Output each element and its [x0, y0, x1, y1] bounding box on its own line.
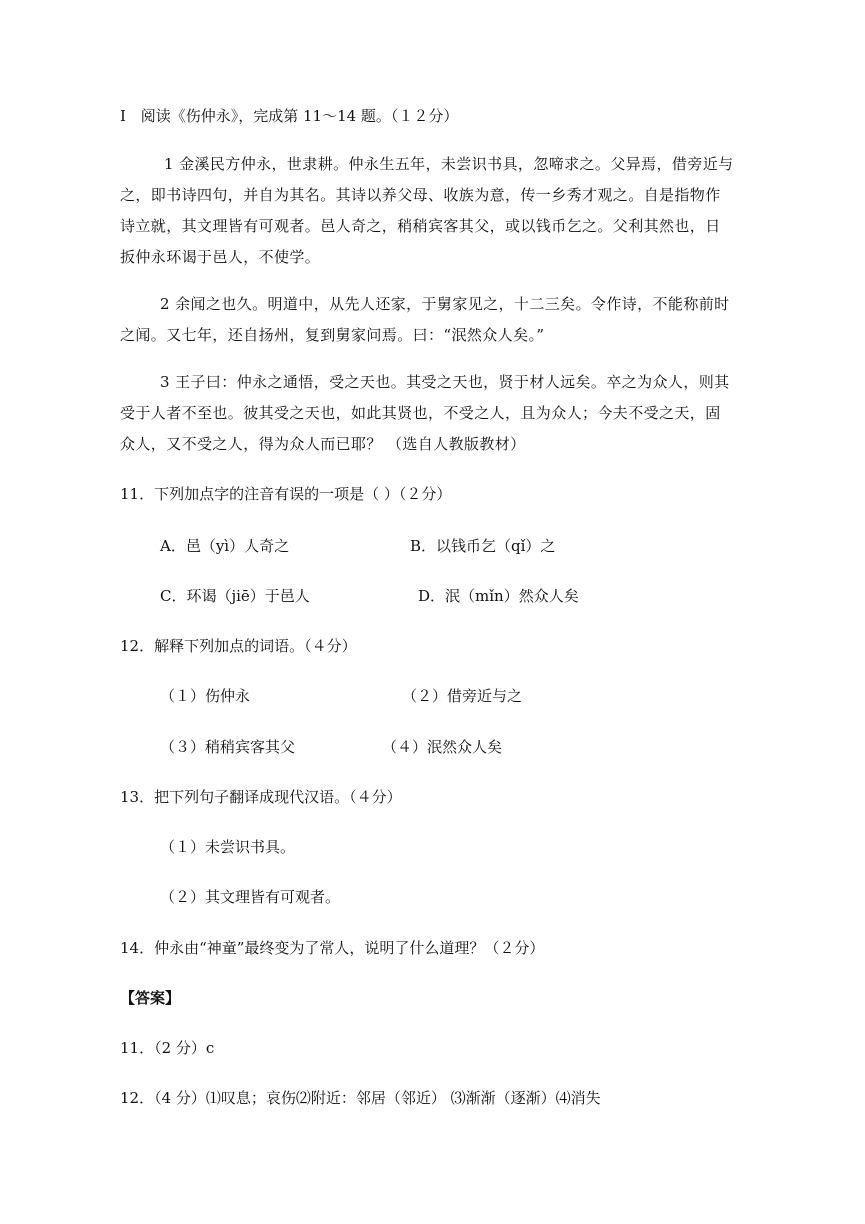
- question-14-stem: 14．仲永由“神童”最终变为了常人，说明了什么道理？（２分）: [120, 939, 545, 957]
- passage-line: 之，即书诗四句，并自为其名。其诗以养父母、收族为意，传一乡秀才观之。自是指物作: [120, 186, 721, 204]
- answer-11: 11．（2 分）c: [120, 1039, 215, 1057]
- passage-line: 受于人者不至也。彼其受之天也，如此其贤也，不受之人，且为众人；今夫不受之天，固: [120, 404, 721, 422]
- q12-item-1: （１）伤仲永: [160, 687, 251, 705]
- passage-line: 诗立就，其文理皆有可观者。邑人奇之，稍稍宾客其父，或以钱币乞之。父利其然也，日: [120, 217, 721, 235]
- passage-line: 1 金溪民方仲永，世隶耕。仲永生五年，未尝识书具，忽啼求之。父异焉，借旁近与: [164, 155, 734, 173]
- option-b: B．以钱币乞（qǐ）之: [410, 537, 556, 555]
- q13-item-1: （１）未尝识书具。: [160, 838, 296, 856]
- q12-item-4: （４）泯然众人矣: [382, 738, 503, 756]
- q13-item-2: （２）其文理皆有可观者。: [160, 888, 341, 906]
- option-d: D．泯（mǐn）然众人矣: [418, 587, 579, 605]
- passage-line: 扳仲永环谒于邑人，不使学。: [120, 248, 321, 266]
- q12-item-2: （２）借旁近与之: [402, 687, 523, 705]
- passage-line: 3 王子曰：仲永之通悟，受之天也。其受之天也，贤于材人远矣。卒之为众人，则其: [160, 373, 730, 391]
- passage-line: 之闻。又七年，还自扬州，复到舅家问焉。曰：“泯然众人矣。”: [120, 326, 545, 344]
- passage-line: 众人，又不受之人，得为众人而已耶？ （选自人教版教材）: [120, 435, 526, 453]
- answer-label: 【答案】: [120, 989, 181, 1007]
- passage-line: 2 余闻之也久。明道中，从先人还家，于舅家见之，十二三矣。令作诗，不能称前时: [160, 295, 730, 313]
- q12-item-3: （３）稍稍宾客其父: [160, 738, 296, 756]
- answer-12: 12．（4 分）⑴叹息；哀伤⑵附近：邻居（邻近） ⑶渐渐（逐渐）⑷消失: [120, 1089, 601, 1107]
- section-heading: [120, 106, 458, 126]
- question-11-stem: 11．下列加点字的注音有误的一项是（ ）（２分）: [120, 485, 452, 503]
- roman-numeral: Ⅰ: [120, 107, 126, 125]
- option-c: C．环谒（jiē）于邑人: [160, 587, 310, 605]
- question-12-stem: 12．解释下列加点的词语。（４分）: [120, 637, 357, 655]
- question-13-stem: 13．把下列句子翻译成现代汉语。（４分）: [120, 788, 402, 806]
- option-a: A．邑（yì）人奇之: [160, 537, 290, 555]
- heading-text: 阅读《伤仲永》，完成第 11～14 题。（１２分）: [140, 107, 459, 125]
